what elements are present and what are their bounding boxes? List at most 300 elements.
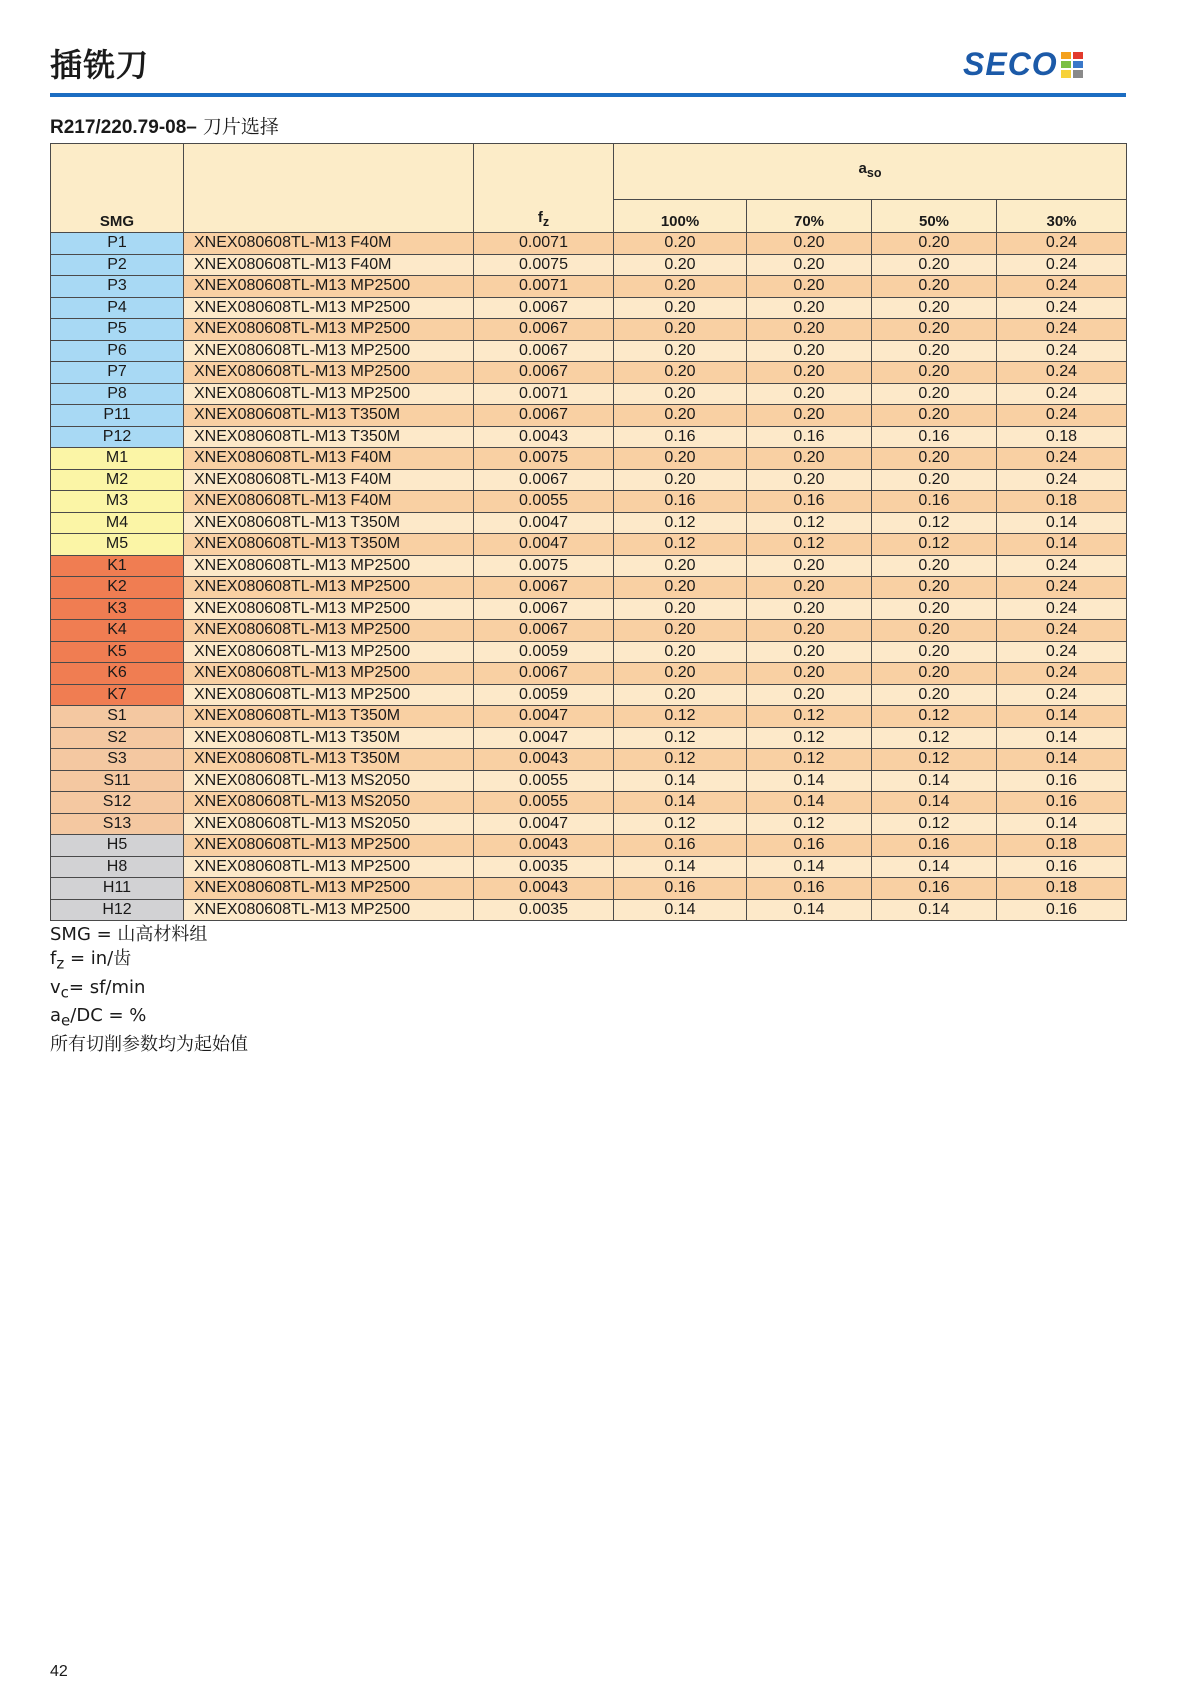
header-aso-label: a: [858, 160, 867, 178]
cell-aso-50: 0.20: [872, 555, 997, 577]
cell-smg: M3: [51, 491, 184, 513]
cell-smg: S3: [51, 749, 184, 771]
table-row: [51, 727, 1127, 749]
cell-aso-100: 0.20: [614, 469, 747, 491]
cell-insert: XNEX080608TL-M13 MP2500: [184, 878, 474, 900]
note-vc-sub: c: [60, 983, 69, 1002]
logo-square: [1073, 61, 1083, 68]
cell-aso-70: 0.20: [747, 641, 872, 663]
table-row: [51, 899, 1127, 921]
cell-insert: XNEX080608TL-M13 F40M: [184, 233, 474, 255]
header-pct-70: 70%: [747, 199, 872, 232]
cell-aso-70: 0.14: [747, 792, 872, 814]
cell-fz: 0.0075: [474, 254, 614, 276]
cell-aso-30: 0.24: [997, 233, 1127, 255]
header-rule: [50, 93, 1126, 97]
insert-selection-table: [50, 143, 1127, 921]
header-insert: [184, 144, 474, 233]
cell-aso-50: 0.20: [872, 254, 997, 276]
cell-insert: XNEX080608TL-M13 F40M: [184, 491, 474, 513]
table-row: [51, 706, 1127, 728]
table-row: [51, 448, 1127, 470]
cell-smg: S13: [51, 813, 184, 835]
cell-aso-30: 0.24: [997, 319, 1127, 341]
cell-fz: 0.0067: [474, 362, 614, 384]
cell-smg: M4: [51, 512, 184, 534]
cell-aso-50: 0.20: [872, 340, 997, 362]
header-aso-sub: so: [866, 166, 882, 181]
cell-fz: 0.0059: [474, 641, 614, 663]
cell-smg: S1: [51, 706, 184, 728]
page-number: 42: [50, 1663, 68, 1680]
cell-fz: 0.0055: [474, 491, 614, 513]
cell-smg: K7: [51, 684, 184, 706]
cell-insert: XNEX080608TL-M13 MP2500: [184, 555, 474, 577]
cell-aso-50: 0.12: [872, 512, 997, 534]
cell-aso-100: 0.20: [614, 233, 747, 255]
cell-aso-70: 0.14: [747, 770, 872, 792]
cell-aso-30: 0.18: [997, 491, 1127, 513]
logo-square: [1061, 70, 1071, 77]
cell-smg: M5: [51, 534, 184, 556]
cell-aso-70: 0.16: [747, 491, 872, 513]
cell-smg: S12: [51, 792, 184, 814]
cell-aso-70: 0.12: [747, 706, 872, 728]
note-vc-unit: = sf/min: [68, 976, 146, 998]
table-row: [51, 684, 1127, 706]
cell-aso-100: 0.20: [614, 663, 747, 685]
logo-square: [1073, 70, 1083, 77]
table-row: [51, 856, 1127, 878]
cell-aso-50: 0.20: [872, 383, 997, 405]
cell-smg: K3: [51, 598, 184, 620]
cell-smg: P12: [51, 426, 184, 448]
cell-aso-100: 0.16: [614, 835, 747, 857]
table-row: [51, 383, 1127, 405]
cell-aso-70: 0.20: [747, 362, 872, 384]
cell-aso-100: 0.14: [614, 899, 747, 921]
cell-insert: XNEX080608TL-M13 T350M: [184, 426, 474, 448]
note-ae-symbol: a: [50, 1005, 62, 1027]
cell-fz: 0.0035: [474, 856, 614, 878]
footnotes: [50, 923, 248, 1057]
cell-smg: H11: [51, 878, 184, 900]
cell-smg: M1: [51, 448, 184, 470]
cell-aso-50: 0.12: [872, 534, 997, 556]
cell-aso-50: 0.14: [872, 899, 997, 921]
cell-aso-30: 0.24: [997, 448, 1127, 470]
cell-aso-100: 0.20: [614, 383, 747, 405]
cell-aso-70: 0.20: [747, 555, 872, 577]
cell-aso-70: 0.12: [747, 813, 872, 835]
cell-insert: XNEX080608TL-M13 MP2500: [184, 620, 474, 642]
cell-aso-30: 0.24: [997, 598, 1127, 620]
note-vc-symbol: v: [50, 976, 61, 998]
cell-insert: XNEX080608TL-M13 MP2500: [184, 276, 474, 298]
cell-aso-100: 0.20: [614, 641, 747, 663]
table-row: [51, 598, 1127, 620]
cell-aso-50: 0.20: [872, 577, 997, 599]
cell-aso-50: 0.20: [872, 684, 997, 706]
cell-smg: P11: [51, 405, 184, 427]
header-aso: [614, 144, 1127, 200]
cell-insert: XNEX080608TL-M13 F40M: [184, 254, 474, 276]
note-fz-unit: = in/齿: [64, 948, 132, 969]
cell-aso-100: 0.20: [614, 362, 747, 384]
cell-aso-100: 0.20: [614, 448, 747, 470]
cell-fz: 0.0067: [474, 598, 614, 620]
cell-fz: 0.0043: [474, 878, 614, 900]
cell-fz: 0.0067: [474, 469, 614, 491]
cell-aso-100: 0.20: [614, 297, 747, 319]
cell-insert: XNEX080608TL-M13 T350M: [184, 727, 474, 749]
cell-aso-70: 0.20: [747, 254, 872, 276]
cell-aso-100: 0.12: [614, 813, 747, 835]
cell-aso-100: 0.12: [614, 727, 747, 749]
cell-aso-70: 0.20: [747, 276, 872, 298]
logo-square: [1061, 61, 1071, 68]
cell-aso-70: 0.14: [747, 899, 872, 921]
cell-fz: 0.0047: [474, 534, 614, 556]
table-row: [51, 254, 1127, 276]
table-row: [51, 534, 1127, 556]
cell-aso-70: 0.20: [747, 620, 872, 642]
cell-smg: H12: [51, 899, 184, 921]
cell-fz: 0.0055: [474, 770, 614, 792]
cell-aso-30: 0.24: [997, 555, 1127, 577]
cell-aso-70: 0.20: [747, 405, 872, 427]
table-body: [51, 233, 1127, 921]
cell-aso-100: 0.14: [614, 792, 747, 814]
table-row: [51, 641, 1127, 663]
cell-aso-30: 0.24: [997, 663, 1127, 685]
cell-aso-50: 0.20: [872, 620, 997, 642]
cell-insert: XNEX080608TL-M13 MP2500: [184, 663, 474, 685]
table-row: [51, 663, 1127, 685]
cell-aso-30: 0.16: [997, 792, 1127, 814]
cell-insert: XNEX080608TL-M13 MP2500: [184, 835, 474, 857]
table-row: [51, 340, 1127, 362]
cell-fz: 0.0067: [474, 297, 614, 319]
cell-fz: 0.0047: [474, 706, 614, 728]
table-row: [51, 555, 1127, 577]
table-row: [51, 792, 1127, 814]
cell-aso-70: 0.16: [747, 878, 872, 900]
cell-aso-30: 0.24: [997, 383, 1127, 405]
cell-aso-50: 0.20: [872, 641, 997, 663]
cell-insert: XNEX080608TL-M13 F40M: [184, 469, 474, 491]
cell-aso-70: 0.20: [747, 577, 872, 599]
cell-aso-30: 0.24: [997, 340, 1127, 362]
cell-smg: P3: [51, 276, 184, 298]
cell-aso-100: 0.12: [614, 706, 747, 728]
cell-aso-70: 0.20: [747, 233, 872, 255]
cell-fz: 0.0071: [474, 383, 614, 405]
cell-insert: XNEX080608TL-M13 MP2500: [184, 362, 474, 384]
cell-smg: S11: [51, 770, 184, 792]
cell-aso-100: 0.12: [614, 512, 747, 534]
cell-aso-100: 0.20: [614, 319, 747, 341]
cell-fz: 0.0035: [474, 899, 614, 921]
cell-smg: H8: [51, 856, 184, 878]
table-row: [51, 405, 1127, 427]
cell-aso-30: 0.14: [997, 706, 1127, 728]
cell-aso-30: 0.24: [997, 620, 1127, 642]
cell-aso-30: 0.24: [997, 362, 1127, 384]
note-ae-sub: e: [61, 1011, 71, 1030]
cell-aso-70: 0.12: [747, 727, 872, 749]
table-row: [51, 297, 1127, 319]
cell-aso-100: 0.12: [614, 749, 747, 771]
table-row: [51, 620, 1127, 642]
cell-insert: XNEX080608TL-M13 MP2500: [184, 319, 474, 341]
cell-insert: XNEX080608TL-M13 MP2500: [184, 641, 474, 663]
cell-aso-100: 0.20: [614, 577, 747, 599]
cell-insert: XNEX080608TL-M13 MP2500: [184, 684, 474, 706]
cell-fz: 0.0075: [474, 555, 614, 577]
cell-aso-70: 0.12: [747, 534, 872, 556]
cell-aso-100: 0.20: [614, 684, 747, 706]
cell-fz: 0.0043: [474, 835, 614, 857]
table-row: [51, 319, 1127, 341]
cell-aso-100: 0.20: [614, 340, 747, 362]
cell-insert: XNEX080608TL-M13 MP2500: [184, 340, 474, 362]
cell-aso-30: 0.24: [997, 405, 1127, 427]
cell-insert: XNEX080608TL-M13 T350M: [184, 405, 474, 427]
cell-fz: 0.0043: [474, 426, 614, 448]
cell-aso-50: 0.12: [872, 749, 997, 771]
header-pct-30: 30%: [997, 199, 1127, 232]
cell-insert: XNEX080608TL-M13 MP2500: [184, 297, 474, 319]
cell-aso-50: 0.16: [872, 835, 997, 857]
table-row: [51, 362, 1127, 384]
cell-aso-50: 0.12: [872, 706, 997, 728]
cell-aso-50: 0.20: [872, 469, 997, 491]
cell-fz: 0.0071: [474, 233, 614, 255]
logo-square: [1073, 52, 1083, 59]
cell-aso-50: 0.20: [872, 448, 997, 470]
cell-aso-50: 0.16: [872, 426, 997, 448]
cell-insert: XNEX080608TL-M13 MP2500: [184, 383, 474, 405]
section-subtitle: [50, 112, 279, 139]
cell-aso-30: 0.14: [997, 534, 1127, 556]
cell-aso-70: 0.20: [747, 663, 872, 685]
logo-square: [1061, 52, 1071, 59]
logo-text: SECO: [963, 46, 1058, 82]
cell-aso-70: 0.12: [747, 749, 872, 771]
cell-aso-50: 0.20: [872, 297, 997, 319]
cell-insert: XNEX080608TL-M13 T350M: [184, 749, 474, 771]
note-ae: [50, 1004, 248, 1033]
cell-fz: 0.0067: [474, 577, 614, 599]
cell-aso-30: 0.16: [997, 899, 1127, 921]
cell-insert: XNEX080608TL-M13 MP2500: [184, 899, 474, 921]
cell-smg: S2: [51, 727, 184, 749]
cell-aso-70: 0.20: [747, 340, 872, 362]
cell-aso-100: 0.20: [614, 254, 747, 276]
cell-aso-100: 0.16: [614, 426, 747, 448]
cell-fz: 0.0047: [474, 512, 614, 534]
cell-aso-30: 0.24: [997, 297, 1127, 319]
cell-insert: XNEX080608TL-M13 T350M: [184, 534, 474, 556]
cell-insert: XNEX080608TL-M13 MS2050: [184, 792, 474, 814]
cell-aso-50: 0.20: [872, 598, 997, 620]
cell-aso-30: 0.14: [997, 727, 1127, 749]
header-fz: [474, 144, 614, 233]
subtitle-code: R217/220.79-08–: [50, 117, 197, 138]
cell-smg: P4: [51, 297, 184, 319]
cell-aso-100: 0.16: [614, 491, 747, 513]
cell-smg: P8: [51, 383, 184, 405]
cell-aso-30: 0.24: [997, 577, 1127, 599]
cell-aso-50: 0.14: [872, 856, 997, 878]
cell-smg: P7: [51, 362, 184, 384]
logo-mark-icon: [1061, 52, 1083, 78]
header-fz-label: f: [537, 209, 543, 226]
cell-aso-70: 0.14: [747, 856, 872, 878]
cell-aso-100: 0.16: [614, 878, 747, 900]
cell-fz: 0.0055: [474, 792, 614, 814]
cell-aso-30: 0.18: [997, 878, 1127, 900]
cell-aso-30: 0.14: [997, 813, 1127, 835]
cell-aso-50: 0.20: [872, 276, 997, 298]
cell-smg: P1: [51, 233, 184, 255]
cell-smg: K5: [51, 641, 184, 663]
cell-aso-50: 0.12: [872, 727, 997, 749]
cell-aso-100: 0.20: [614, 598, 747, 620]
table-row: [51, 749, 1127, 771]
cell-fz: 0.0075: [474, 448, 614, 470]
table-row: [51, 276, 1127, 298]
cell-smg: H5: [51, 835, 184, 857]
cell-aso-50: 0.14: [872, 792, 997, 814]
table-row: [51, 233, 1127, 255]
cell-aso-70: 0.12: [747, 512, 872, 534]
cell-aso-30: 0.24: [997, 469, 1127, 491]
cell-insert: XNEX080608TL-M13 T350M: [184, 512, 474, 534]
cell-insert: XNEX080608TL-M13 T350M: [184, 706, 474, 728]
cell-smg: P5: [51, 319, 184, 341]
cell-aso-30: 0.24: [997, 276, 1127, 298]
cell-aso-30: 0.14: [997, 749, 1127, 771]
cell-fz: 0.0043: [474, 749, 614, 771]
cell-aso-50: 0.12: [872, 813, 997, 835]
cell-fz: 0.0067: [474, 663, 614, 685]
cell-aso-30: 0.16: [997, 770, 1127, 792]
cell-fz: 0.0071: [474, 276, 614, 298]
cell-fz: 0.0047: [474, 727, 614, 749]
cell-insert: XNEX080608TL-M13 MP2500: [184, 856, 474, 878]
cell-insert: XNEX080608TL-M13 MS2050: [184, 770, 474, 792]
cell-aso-30: 0.14: [997, 512, 1127, 534]
cell-aso-50: 0.16: [872, 491, 997, 513]
header-fz-sub: z: [542, 215, 550, 229]
cell-aso-50: 0.20: [872, 663, 997, 685]
cell-aso-50: 0.20: [872, 405, 997, 427]
table-row: [51, 491, 1127, 513]
cell-aso-70: 0.20: [747, 297, 872, 319]
seco-logo: [963, 46, 1083, 83]
cell-fz: 0.0047: [474, 813, 614, 835]
note-vc: [50, 976, 248, 1005]
note-all: 所有切削参数均为起始值: [50, 1033, 248, 1055]
table-row: [51, 426, 1127, 448]
cell-aso-50: 0.14: [872, 770, 997, 792]
note-fz-sub: z: [56, 954, 65, 973]
note-smg: SMG = 山高材料组: [50, 924, 208, 945]
cell-aso-100: 0.20: [614, 555, 747, 577]
cell-aso-70: 0.16: [747, 835, 872, 857]
cell-aso-100: 0.12: [614, 534, 747, 556]
cell-smg: P2: [51, 254, 184, 276]
cell-aso-50: 0.16: [872, 878, 997, 900]
cell-insert: XNEX080608TL-M13 MP2500: [184, 577, 474, 599]
cell-smg: K2: [51, 577, 184, 599]
header-pct-50: 50%: [872, 199, 997, 232]
table-row: [51, 577, 1127, 599]
cell-aso-100: 0.20: [614, 405, 747, 427]
header-smg: SMG: [51, 144, 184, 233]
cell-aso-50: 0.20: [872, 319, 997, 341]
cell-aso-30: 0.18: [997, 426, 1127, 448]
note-fz-symbol: f: [50, 948, 57, 969]
note-fz: [50, 947, 248, 976]
cell-aso-30: 0.16: [997, 856, 1127, 878]
cell-smg: K4: [51, 620, 184, 642]
cell-smg: K6: [51, 663, 184, 685]
cell-aso-70: 0.20: [747, 319, 872, 341]
note-ae-unit: /DC = %: [70, 1005, 147, 1027]
cell-fz: 0.0067: [474, 340, 614, 362]
cell-fz: 0.0067: [474, 620, 614, 642]
cell-aso-30: 0.24: [997, 254, 1127, 276]
cell-aso-70: 0.20: [747, 383, 872, 405]
cell-insert: XNEX080608TL-M13 F40M: [184, 448, 474, 470]
cell-fz: 0.0067: [474, 319, 614, 341]
cell-aso-70: 0.20: [747, 598, 872, 620]
cell-aso-100: 0.20: [614, 620, 747, 642]
table-row: [51, 813, 1127, 835]
cell-insert: XNEX080608TL-M13 MS2050: [184, 813, 474, 835]
cell-aso-50: 0.20: [872, 233, 997, 255]
table-row: [51, 878, 1127, 900]
cell-aso-100: 0.14: [614, 770, 747, 792]
cell-smg: P6: [51, 340, 184, 362]
cell-fz: 0.0067: [474, 405, 614, 427]
cell-fz: 0.0059: [474, 684, 614, 706]
cell-aso-70: 0.20: [747, 448, 872, 470]
page-title: 插铣刀: [50, 46, 150, 84]
cell-aso-70: 0.20: [747, 469, 872, 491]
cell-aso-70: 0.20: [747, 684, 872, 706]
table-row: [51, 512, 1127, 534]
header-pct-100: 100%: [614, 199, 747, 232]
cell-smg: M2: [51, 469, 184, 491]
subtitle-text: 刀片选择: [202, 116, 279, 138]
cell-aso-100: 0.20: [614, 276, 747, 298]
cell-aso-50: 0.20: [872, 362, 997, 384]
table-row: [51, 469, 1127, 491]
cell-smg: K1: [51, 555, 184, 577]
table-row: [51, 835, 1127, 857]
cell-aso-30: 0.24: [997, 684, 1127, 706]
cell-aso-30: 0.24: [997, 641, 1127, 663]
cell-aso-30: 0.18: [997, 835, 1127, 857]
cell-insert: XNEX080608TL-M13 MP2500: [184, 598, 474, 620]
table-row: [51, 770, 1127, 792]
cell-aso-70: 0.16: [747, 426, 872, 448]
cell-aso-100: 0.14: [614, 856, 747, 878]
